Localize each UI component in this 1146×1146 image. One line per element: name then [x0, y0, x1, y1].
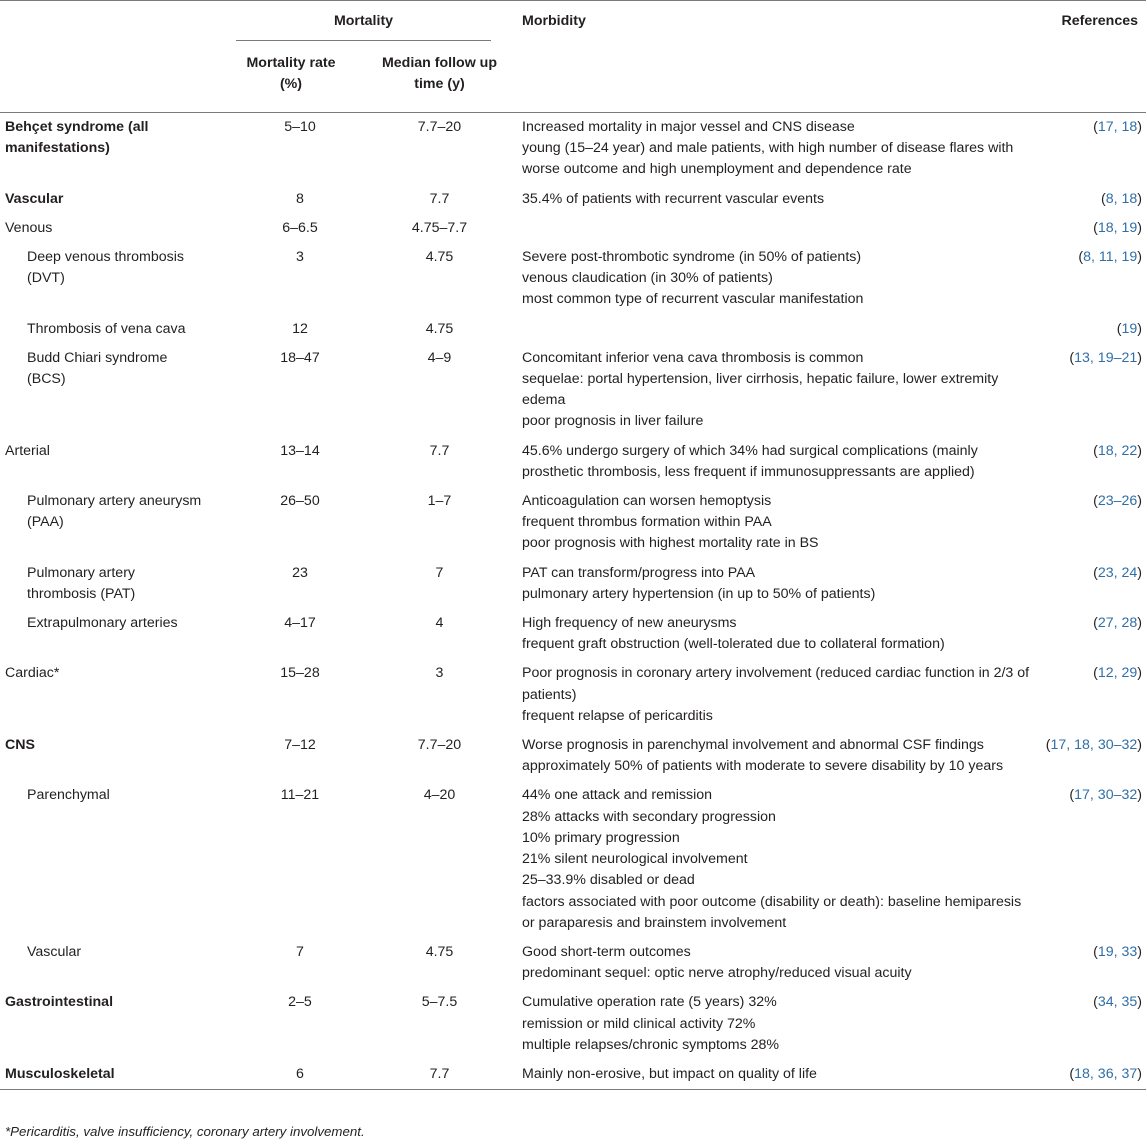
follow-up-cell: 4.75	[425, 943, 454, 960]
ref-open-paren: (	[1093, 493, 1098, 510]
morbidity-cell: Good short-term outcomes predominant sequel: optic nerve atrophy/reduced visual acuity	[522, 943, 912, 982]
header-empty	[0, 1, 236, 50]
ref-open-paren: (	[1093, 119, 1098, 135]
manifestation-cell: Arterial	[5, 442, 50, 459]
table-row	[0, 731, 1146, 781]
manifestation-cell: Budd Chiari syndrome (BCS)	[27, 349, 168, 388]
morbidity-cell: PAT can transform/progress into PAA pulmonary artery hypertension (in up to 50% of patients)	[522, 564, 876, 602]
follow-up-cell: 3	[435, 665, 444, 682]
follow-up-cell: 1–7	[427, 493, 452, 510]
ref-close-paren: )	[1137, 1065, 1142, 1082]
ref-close-paren: )	[1137, 665, 1142, 682]
mortality-rate-cell: 12	[292, 320, 308, 337]
ref-close-paren: )	[1137, 320, 1142, 337]
mortality-rate-cell: 15–28	[280, 665, 320, 682]
mortality-rate-cell: 11–21	[280, 787, 320, 804]
ref-open-paren: (	[1100, 190, 1106, 207]
references-cell	[1030, 344, 1146, 437]
manifestation-cell: Vascular	[5, 190, 64, 207]
manifestation-cell: Extrapulmonary arteries	[27, 615, 178, 632]
ref-open-paren: (	[1093, 943, 1098, 960]
morbidity-cell: Cumulative operation rate (5 years) 32% remission or mild clinical activity 72% multiple relapses/chronic symptoms 28%	[522, 994, 780, 1053]
references-cell	[1030, 487, 1146, 559]
header-median-follow-up: Median follow up time (y)	[381, 55, 498, 92]
ref-open-paren: (	[1045, 737, 1051, 754]
reference-link[interactable]: 18, 22	[1097, 442, 1138, 459]
table-row	[0, 487, 1146, 559]
manifestation-cell: Thrombosis of vena cava	[27, 320, 186, 337]
morbidity-cell: Concomitant inferior vena cava thrombosis is common sequelae: portal hypertension, liver cirrhosis, hepatic failure, lower extremity edema poor prognosis in liver failure	[522, 349, 999, 430]
ref-close-paren: )	[1137, 564, 1142, 581]
header-morbidity: Morbidity	[515, 1, 1030, 110]
references-cell	[1030, 113, 1146, 185]
morbidity-cell	[515, 214, 1030, 243]
reference-link[interactable]: 8, 18	[1105, 190, 1138, 207]
table-row	[0, 214, 1146, 243]
follow-up-cell: 4.75–7.7	[411, 219, 468, 236]
mortality-rate-cell: 13–14	[280, 442, 320, 459]
follow-up-cell: 4–9	[427, 349, 452, 366]
table-footnote: *Pericarditis, valve insufficiency, coronary artery involvement.	[5, 1124, 365, 1139]
mortality-rate-cell: 8	[296, 190, 304, 207]
follow-up-cell: 7.7	[429, 190, 450, 207]
morbidity-cell: Worse prognosis in parenchymal involvement and abnormal CSF findings approximately 50% of patients with moderate to severe disability by 10 years	[522, 737, 1004, 775]
reference-link[interactable]: 17, 30–32	[1074, 787, 1138, 804]
mortality-rate-cell: 7–12	[284, 737, 316, 754]
references-cell	[1030, 781, 1146, 937]
manifestation-cell: Deep venous thrombosis (DVT)	[27, 249, 184, 287]
manifestation-cell: Venous	[5, 219, 53, 236]
manifestation-cell: Cardiac*	[5, 665, 60, 682]
morbidity-cell: 45.6% undergo surgery of which 34% had surgical complications (mainly prosthetic thrombosis, less frequent if immunosuppressants are applied)	[522, 442, 978, 480]
reference-link[interactable]: 8, 11, 19	[1083, 249, 1138, 266]
reference-link[interactable]: 12, 29	[1097, 665, 1138, 682]
header-mortality	[236, 1, 515, 50]
ref-close-paren: )	[1137, 737, 1142, 754]
ref-close-paren: )	[1137, 493, 1142, 510]
table-row	[0, 659, 1146, 731]
ref-open-paren: (	[1116, 320, 1122, 337]
references-cell	[1030, 315, 1146, 344]
reference-link[interactable]: 34, 35	[1097, 994, 1138, 1011]
ref-open-paren: (	[1093, 442, 1098, 459]
references-cell	[1030, 214, 1146, 243]
mortality-rate-cell: 23	[292, 564, 308, 581]
references-cell	[1030, 1060, 1146, 1090]
ref-open-paren: (	[1093, 615, 1098, 632]
ref-close-paren: )	[1137, 615, 1142, 632]
ref-close-paren: )	[1137, 994, 1142, 1011]
ref-open-paren: (	[1069, 787, 1075, 804]
references-cell	[1030, 243, 1146, 315]
ref-open-paren: (	[1069, 349, 1075, 366]
ref-close-paren: )	[1137, 119, 1142, 135]
reference-link[interactable]: 23, 24	[1097, 564, 1138, 581]
follow-up-cell: 4.75	[425, 249, 454, 266]
table-row	[0, 315, 1146, 344]
table-row	[0, 243, 1146, 315]
table-row	[0, 437, 1146, 487]
morbidity-cell: Mainly non-erosive, but impact on quality of life	[515, 1060, 1030, 1090]
reference-link[interactable]: 19	[1121, 320, 1138, 337]
follow-up-cell: 5–7.5	[421, 994, 458, 1011]
ref-open-paren: (	[1093, 564, 1098, 581]
follow-up-cell: 7	[435, 564, 444, 581]
manifestation-cell: Vascular	[27, 943, 82, 960]
mortality-rate-cell: 5–10	[284, 119, 316, 135]
manifestation-cell: Pulmonary artery thrombosis (PAT)	[27, 564, 136, 602]
mortality-rate-cell: 18–47	[280, 349, 320, 366]
reference-link[interactable]: 27, 28	[1097, 615, 1138, 632]
header-empty-2	[0, 49, 236, 109]
mortality-rate-cell: 2–5	[288, 994, 312, 1011]
table-row	[0, 185, 1146, 214]
morbidity-cell: Poor prognosis in coronary artery involvement (reduced cardiac function in 2/3 of patients) frequent relapse of pericarditis	[522, 665, 1030, 724]
reference-link[interactable]: 18, 36, 37	[1074, 1065, 1138, 1082]
mortality-rate-cell: 6	[236, 1060, 364, 1090]
manifestation-cell: CNS	[5, 737, 35, 754]
table-row	[0, 1060, 1146, 1090]
morbidity-cell: Anticoagulation can worsen hemoptysis frequent thrombus formation within PAA poor prognosis with highest mortality rate in BS	[522, 493, 819, 552]
table-row	[0, 559, 1146, 609]
manifestation-cell: Behçet syndrome (all manifestations)	[5, 119, 149, 157]
mortality-rate-cell: 7	[296, 943, 304, 960]
follow-up-cell: 4	[435, 615, 444, 632]
table-row	[0, 781, 1146, 937]
mortality-rate-cell: 4–17	[284, 615, 316, 632]
table-row	[0, 113, 1146, 185]
ref-open-paren: (	[1093, 994, 1098, 1011]
ref-close-paren: )	[1137, 249, 1142, 266]
follow-up-cell: 7.7	[429, 442, 450, 459]
table-row	[0, 609, 1146, 659]
follow-up-cell: 4–20	[423, 787, 456, 804]
morbidity-cell	[515, 315, 1030, 344]
table-body	[0, 113, 1146, 1090]
reference-link[interactable]: 13, 19–21	[1074, 349, 1138, 366]
ref-open-paren: (	[1093, 665, 1098, 682]
manifestation-cell: Gastrointestinal	[5, 994, 114, 1011]
references-cell	[1030, 559, 1146, 609]
morbidity-cell: High frequency of new aneurysms frequent graft obstruction (well-tolerated due to collateral formation)	[522, 615, 945, 653]
header-references: References	[1030, 1, 1146, 110]
follow-up-cell: 7.7–20	[417, 737, 462, 754]
ref-close-paren: )	[1137, 442, 1142, 459]
morbidity-cell: 35.4% of patients with recurrent vascular events	[522, 190, 825, 207]
reference-link[interactable]: 17, 18	[1097, 119, 1138, 135]
manifestation-cell: Musculoskeletal	[0, 1060, 236, 1090]
reference-link[interactable]: 23–26	[1097, 493, 1138, 510]
header-row-1	[0, 1, 1146, 50]
table-row	[0, 344, 1146, 437]
morbidity-cell: 44% one attack and remission 28% attacks with secondary progression 10% primary progression 21% silent neurological involvement 25–33.9% disabled or dead factors associated with poor outcome (disability or death): baseline hemiparesis or paraparesis and brainstem involvement	[522, 787, 1022, 931]
references-cell	[1030, 938, 1146, 988]
ref-open-paren: (	[1078, 249, 1084, 266]
reference-link[interactable]: 19, 33	[1097, 943, 1138, 960]
table-row	[0, 988, 1146, 1060]
mortality-rate-cell: 26–50	[280, 493, 320, 510]
table-row	[0, 938, 1146, 988]
header-mortality-rate: Mortality rate (%)	[246, 55, 336, 92]
ref-close-paren: )	[1137, 787, 1142, 804]
ref-close-paren: )	[1137, 219, 1142, 236]
ref-open-paren: (	[1093, 219, 1098, 236]
follow-up-cell: 7.7	[364, 1060, 515, 1090]
follow-up-cell: 4.75	[425, 320, 454, 337]
reference-link[interactable]: 17, 18, 30–32	[1050, 737, 1138, 754]
reference-link[interactable]: 18, 19	[1097, 219, 1138, 236]
ref-close-paren: )	[1137, 943, 1142, 960]
manifestation-cell: Pulmonary artery aneurysm (PAA)	[27, 493, 202, 531]
morbidity-cell: Severe post-thrombotic syndrome (in 50% of patients) venous claudication (in 30% of patients) most common type of recurrent vascular manifestation	[522, 249, 864, 308]
manifestation-cell: Parenchymal	[27, 787, 110, 804]
mortality-rate-cell: 3	[296, 249, 304, 266]
header-mortality-label: Mortality	[236, 13, 491, 41]
references-cell	[1030, 437, 1146, 487]
ref-close-paren: )	[1137, 349, 1142, 366]
references-cell	[1030, 185, 1146, 214]
references-cell	[1030, 659, 1146, 731]
ref-close-paren: )	[1137, 190, 1142, 207]
ref-open-paren: (	[1069, 1065, 1075, 1082]
references-cell	[1030, 609, 1146, 659]
mortality-rate-cell: 6–6.5	[282, 219, 318, 236]
references-cell	[1030, 731, 1146, 781]
references-cell	[1030, 988, 1146, 1060]
follow-up-cell: 7.7–20	[417, 119, 462, 135]
morbidity-cell: Increased mortality in major vessel and CNS disease young (15–24 year) and male patients, with high number of disease flares with worse outcome and high unemployment and dependence rate	[522, 119, 1014, 178]
